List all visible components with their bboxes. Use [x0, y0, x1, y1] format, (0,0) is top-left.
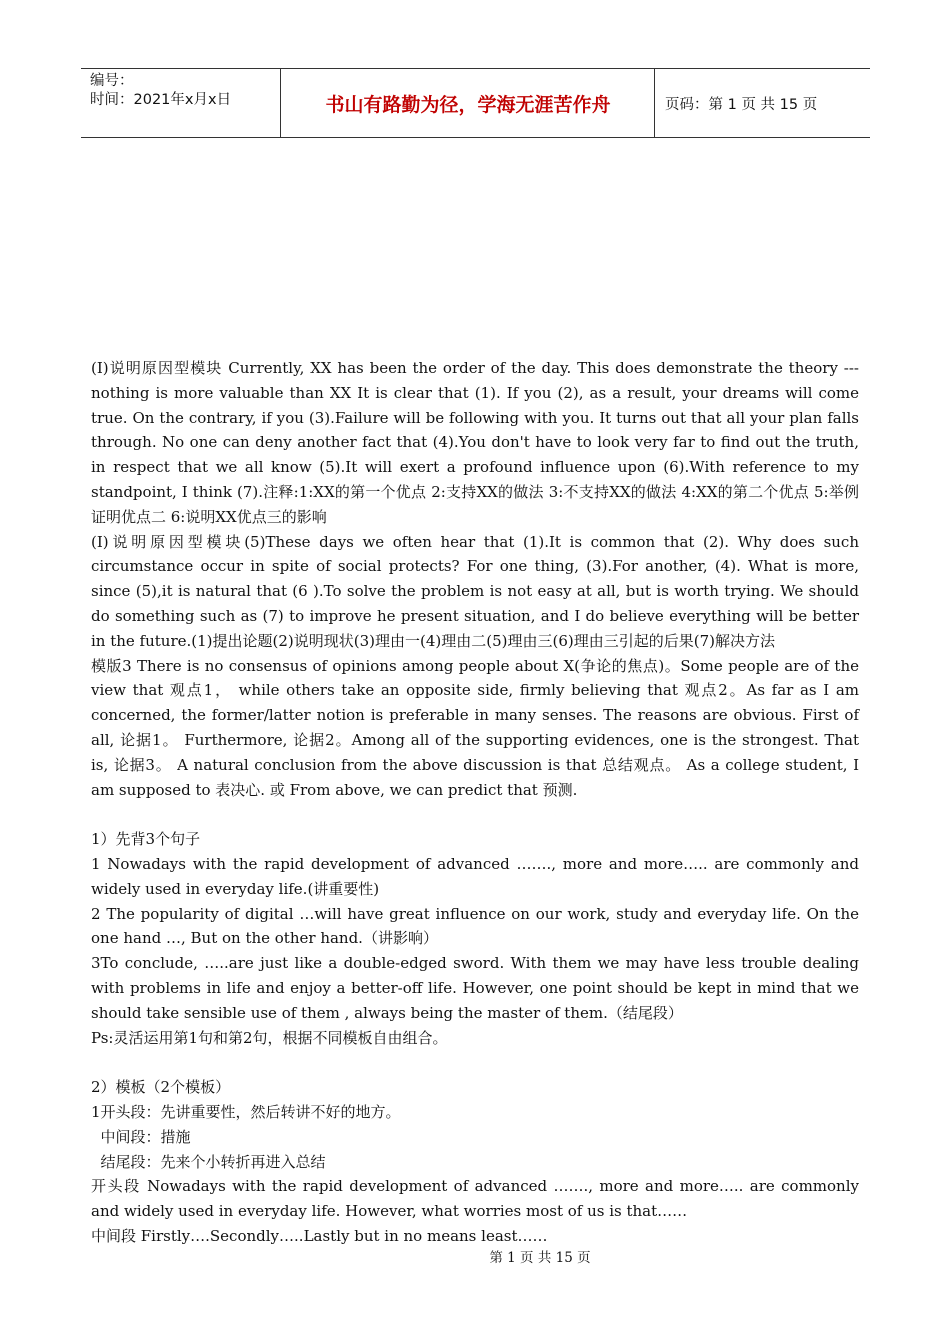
paragraph: 1开头段：先讲重要性，然后转讲不好的地方。: [91, 1102, 401, 1121]
paragraph: 2 The popularity of digital …will have great influence on our work, study and everyday life. On the one hand …, But on the other hand.（讲影响）: [91, 904, 859, 948]
page-header: [81, 68, 870, 138]
blank-line: [91, 802, 859, 827]
paragraph: 中间段：措施: [91, 1127, 191, 1146]
paragraph: 1 Nowadays with the rapid development of advanced ……., more and more….. are commonly and widely used in everyday life.(讲重要性): [91, 854, 859, 898]
page-footer: 第 1 页 共 15 页: [489, 1250, 591, 1266]
header-page-label: 页码：第 1 页 共 15 页: [665, 96, 818, 113]
paragraph: 中间段 Firstly….Secondly…..Lastly but in no means least……: [91, 1226, 548, 1245]
header-meta: [81, 69, 281, 137]
paragraph: 开头段 Nowadays with the rapid development of advanced ……., more and more….. are commonly and widely used in everyday life. However, what worries most of us is that……: [91, 1177, 859, 1221]
document-body: [91, 356, 859, 1249]
blank-line: [91, 1050, 859, 1075]
paragraph: (I)说明原因型模块 Currently, XX has been the order of the day. This does demonstrate the theory --- nothing is more valuable than XX It is clear that (1). If you (2), as a result, your dreams will come true. On the contrary, if you (3).Failure will be following with you. It turns out that all your plan falls through. No one can deny another fact that (4).You don't have to look very far to find out the truth, in respect that we all know (5).It will exert a profound influence upon (6).With reference to my standpoint, I think (7).注释:1:XX的第一个优点 2:支持XX的做法 3:不支持XX的做法 4:XX的第二个优点 5:举例证明优点二 6:说明XX优点三的影响: [91, 359, 859, 526]
header-motto: 书山有路勤为径，学海无涯苦作舟: [282, 69, 655, 137]
paragraph: 1）先背3个句子: [91, 830, 201, 849]
paragraph: 结尾段：先来个小转折再进入总结: [91, 1152, 326, 1171]
number-label: 编号：: [90, 73, 134, 89]
paragraph: 3To conclude, …..are just like a double-edged sword. With them we may have less trouble dealing with problems in life and enjoy a better-off life. However, one point should be kept in mind that we should take sensible use of them , always being the master of them.（结尾段）: [91, 954, 859, 1022]
paragraph: (I)说明原因型模块(5)These days we often hear that (1).It is common that (2). Why does such circumstance occur in spite of social protects? For one thing, (3).For another, (4). What is more, since (5),it is natural that (6 ).To solve the problem is not easy at all, but is worth trying. We should do something such as (7) to improve he present situation, and I do believe everything will be better in the future.(1)提出论题(2)说明现状(3)理由一(4)理由二(5)理由三(6)理由三引起的后果(7)解决方法: [91, 532, 859, 650]
paragraph: 2）模板（2个模板）: [91, 1078, 231, 1097]
time-label: 时间：2021年x月x日: [90, 92, 232, 108]
paragraph: Ps:灵活运用第1句和第2句，根据不同模板自由组合。: [91, 1028, 448, 1047]
paragraph: 模版3 There is no consensus of opinions among people about X(争论的焦点)。Some people are of the view that 观点1， while others take an opposite side, firmly believing that 观点2。As far as I am concerned, the former/latter notion is preferable in many senses. The reasons are obvious. First of all, 论据1。 Furthermore, 论据2。Among all of the supporting evidences, one is the strongest. That is, 论据3。 A natural conclusion from the above discussion is that 总结观点。 As a college student, I am supposed to 表决心. 或 From above, we can predict that 预测.: [91, 656, 859, 799]
